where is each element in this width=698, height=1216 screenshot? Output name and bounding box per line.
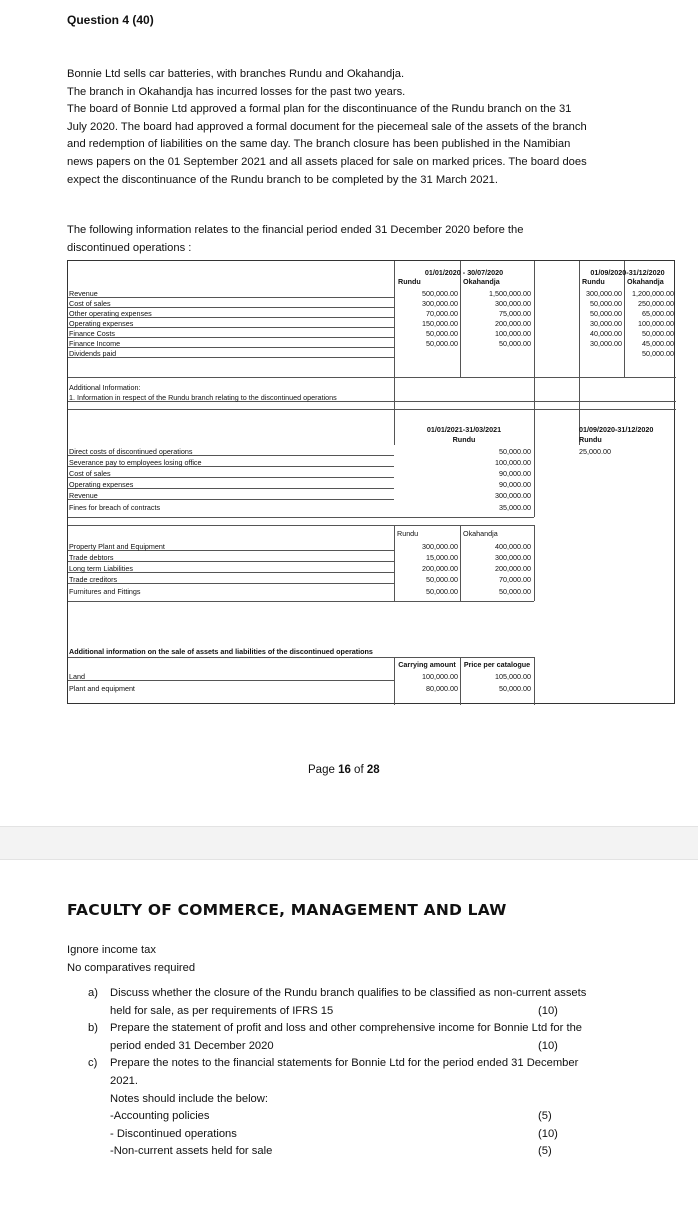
intro-line: news papers on the 01 September 2021 and all assets placed for sale on marked prices. The board does xyxy=(67,155,587,168)
cell: 80,000.00 xyxy=(426,684,458,693)
row-label: Property Plant and Equipment xyxy=(69,542,165,551)
t3-okahandja-header: Okahandja xyxy=(463,529,498,538)
intro-line: The branch in Okahandja has incurred losses for the past two years. xyxy=(67,85,406,98)
row-label: Plant and equipment xyxy=(69,684,135,693)
intro-paragraph xyxy=(67,66,637,189)
cell: 300,000.00 xyxy=(495,299,531,308)
note-line: No comparatives required xyxy=(67,961,196,974)
additional-item: 1. Information in respect of the Rundu branch relating to the discontinued operations xyxy=(69,393,337,402)
question-list xyxy=(88,985,638,1161)
row-label: Long term Liabilities xyxy=(69,564,133,573)
row-label: Dividends paid xyxy=(69,349,117,358)
cell: 50,000.00 xyxy=(499,684,531,693)
cell: 50,000.00 xyxy=(499,587,531,596)
cell: 100,000.00 xyxy=(422,672,458,681)
cell: 50,000.00 xyxy=(499,339,531,348)
intro-line: expect the discontinuance of the Rundu branch to be completed by the 31 March 2021. xyxy=(67,173,499,186)
cell: 300,000.00 xyxy=(495,553,531,562)
question-letter: c) xyxy=(88,1057,98,1070)
row-label: Cost of sales xyxy=(69,299,111,308)
cell: 1,500,000.00 xyxy=(489,289,531,298)
cell: 75,000.00 xyxy=(499,309,531,318)
t1-period1-header: 01/01/2020 - 30/07/2020 xyxy=(424,268,504,277)
question-marks: (10) xyxy=(538,1004,558,1017)
cell: 100,000.00 xyxy=(638,319,674,328)
cell: 45,000.00 xyxy=(642,339,674,348)
cell: 50,000.00 xyxy=(426,575,458,584)
cell: 35,000.00 xyxy=(499,503,531,512)
financial-data-table xyxy=(67,260,675,704)
cell: 50,000.00 xyxy=(426,339,458,348)
question-text: period ended 31 December 2020 xyxy=(110,1039,274,1052)
instruction-notes xyxy=(67,942,195,977)
row-label: Severance pay to employees losing office xyxy=(69,458,202,467)
row-label: Fines for breach of contracts xyxy=(69,503,161,512)
page-separator xyxy=(0,826,698,860)
t1-period2-header: 01/09/2020-31/12/2020 xyxy=(590,268,665,277)
cell: 15,000.00 xyxy=(426,553,458,562)
intro-line: Bonnie Ltd sells car batteries, with branches Rundu and Okahandja. xyxy=(67,68,405,80)
page-current: 16 xyxy=(338,764,351,776)
t2-period2-header: 01/09/2020-31/12/2020 xyxy=(579,425,654,434)
t1-p2-rundu-header: Rundu xyxy=(582,277,605,286)
row-label: Finance Income xyxy=(69,339,121,348)
intro-line: The board of Bonnie Ltd approved a formal plan for the discontinuance of the Rundu branch on the 31 xyxy=(67,103,572,116)
cell: 300,000.00 xyxy=(422,299,458,308)
cell: 40,000.00 xyxy=(590,329,622,338)
intro-line: July 2020. The board had approved a formal document for the piecemeal sale of the assets of the branch xyxy=(67,120,587,133)
intro-line: and redemption of liabilities on the same day. The branch closure has been published in the Namibian xyxy=(67,138,571,151)
cell: 70,000.00 xyxy=(426,309,458,318)
t1-p1-rundu-header: Rundu xyxy=(398,277,421,286)
cell: 100,000.00 xyxy=(495,329,531,338)
question-a xyxy=(88,985,638,1020)
cell: 50,000.00 xyxy=(590,299,622,308)
cell: 25,000.00 xyxy=(579,447,611,456)
note-item: - Discontinued operations xyxy=(110,1127,237,1140)
note-item-marks: (10) xyxy=(538,1127,558,1140)
cell: 70,000.00 xyxy=(499,575,531,584)
note-item-marks: (5) xyxy=(538,1110,552,1123)
cell: 200,000.00 xyxy=(495,564,531,573)
note-item-marks: (5) xyxy=(538,1145,552,1158)
question-text: Prepare the statement of profit and loss and other comprehensive income for Bonnie Ltd for the xyxy=(110,1022,583,1035)
question-letter: a) xyxy=(88,987,98,999)
cell: 150,000.00 xyxy=(422,319,458,328)
page-total: 28 xyxy=(366,764,380,776)
row-label: Furnitures and Fittings xyxy=(69,587,141,596)
t1-p2-okahandja-header: Okahandja xyxy=(627,277,664,286)
row-label: Direct costs of discontinued operations xyxy=(69,447,193,456)
page-prefix: Page xyxy=(308,764,339,776)
question-b xyxy=(88,1020,638,1055)
note-line: Ignore income tax xyxy=(67,944,156,956)
t1-p1-okahandja-header: Okahandja xyxy=(463,277,500,286)
question-text: Notes should include the below: xyxy=(110,1092,268,1105)
question-text: Prepare the notes to the financial statements for Bonnie Ltd for the period ended 31 December xyxy=(110,1057,579,1070)
row-label: Land xyxy=(69,672,85,681)
question-letter: b) xyxy=(88,1022,98,1035)
financial-intro-line: The following information relates to the financial period ended 31 December 2020 before the xyxy=(67,224,524,236)
cell: 90,000.00 xyxy=(499,480,531,489)
sale-info-heading: Additional information on the sale of assets and liabilities of the discontinued operations xyxy=(69,647,373,656)
row-label: Trade debtors xyxy=(69,553,114,562)
cell: 300,000.00 xyxy=(422,542,458,551)
row-label: Other operating expenses xyxy=(69,309,152,318)
cell: 300,000.00 xyxy=(586,289,622,298)
t2-period1-sub: Rundu xyxy=(452,435,476,444)
cell: 30,000.00 xyxy=(590,319,622,328)
page-of: of xyxy=(350,764,367,776)
cell: 50,000.00 xyxy=(499,447,531,456)
question-c xyxy=(88,1055,638,1161)
financial-intro xyxy=(67,222,627,257)
row-label: Operating expenses xyxy=(69,480,134,489)
question-text: 2021. xyxy=(110,1074,138,1087)
question-text: Discuss whether the closure of the Rundu branch qualifies to be classified as non-current assets xyxy=(110,987,587,999)
row-label: Revenue xyxy=(69,289,98,298)
cell: 100,000.00 xyxy=(495,458,531,467)
additional-heading: Additional Information: xyxy=(69,383,141,392)
cell: 90,000.00 xyxy=(499,469,531,478)
row-label: Revenue xyxy=(69,491,98,500)
t2-period2-sub: Rundu xyxy=(579,435,602,444)
cell: 50,000.00 xyxy=(590,309,622,318)
page-number xyxy=(308,764,380,776)
cell: 50,000.00 xyxy=(426,329,458,338)
row-label: Finance Costs xyxy=(69,329,115,338)
t2-period1-header: 01/01/2021-31/03/2021 xyxy=(426,425,502,434)
cell: 250,000.00 xyxy=(638,299,674,308)
cell: 200,000.00 xyxy=(422,564,458,573)
cell: 30,000.00 xyxy=(590,339,622,348)
cell: 65,000.00 xyxy=(642,309,674,318)
faculty-title: FACULTY OF COMMERCE, MANAGEMENT AND LAW xyxy=(67,901,507,919)
cell: 1,200,000.00 xyxy=(632,289,674,298)
note-item: -Accounting policies xyxy=(110,1110,210,1123)
financial-intro-line: discontinued operations : xyxy=(67,241,192,254)
row-label: Operating expenses xyxy=(69,319,134,328)
row-label: Cost of sales xyxy=(69,469,111,478)
cell: 105,000.00 xyxy=(495,672,531,681)
price-per-catalogue-header: Price per catalogue xyxy=(463,660,531,669)
cell: 500,000.00 xyxy=(422,289,458,298)
cell: 50,000.00 xyxy=(426,587,458,596)
question-marks: (10) xyxy=(538,1039,558,1052)
cell: 50,000.00 xyxy=(642,349,674,358)
question-title: Question 4 (40) xyxy=(67,13,154,27)
cell: 300,000.00 xyxy=(495,491,531,500)
row-label: Trade creditors xyxy=(69,575,118,584)
t3-rundu-header: Rundu xyxy=(397,529,419,538)
question-text: held for sale, as per requirements of IFRS 15 xyxy=(110,1004,334,1017)
carrying-amount-header: Carrying amount xyxy=(398,660,456,669)
cell: 200,000.00 xyxy=(495,319,531,328)
cell: 50,000.00 xyxy=(642,329,674,338)
note-item: -Non-current assets held for sale xyxy=(110,1145,273,1158)
cell: 400,000.00 xyxy=(495,542,531,551)
